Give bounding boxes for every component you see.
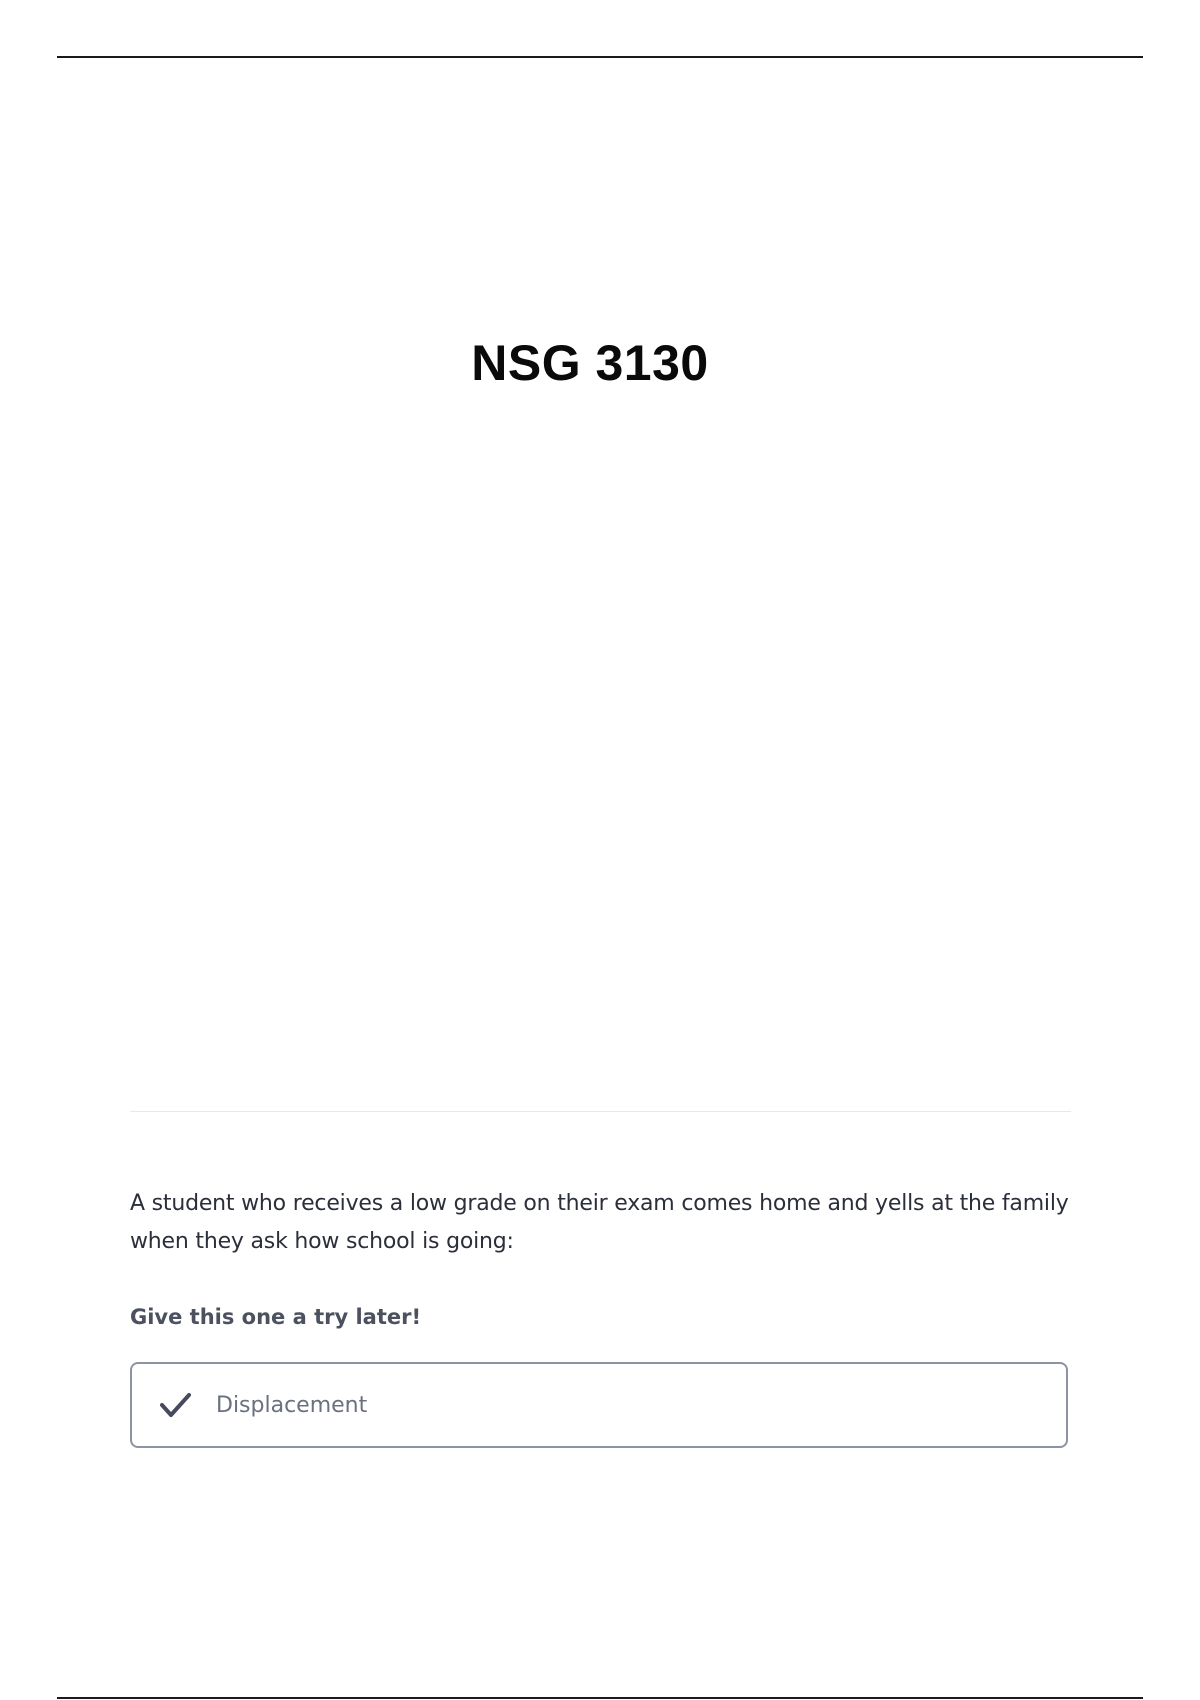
answer-option[interactable] [130, 1362, 1068, 1448]
check-icon [158, 1388, 192, 1422]
document-title: NSG 3130 [471, 335, 709, 391]
section-divider [130, 1111, 1071, 1112]
top-rule [57, 56, 1143, 58]
answer-label: Displacement [216, 1392, 368, 1418]
question-text: A student who receives a low grade on their exam comes home and yells at the family when they ask how school is going: [130, 1191, 1069, 1254]
try-later-prompt: Give this one a try later! [130, 1305, 422, 1329]
bottom-rule [57, 1697, 1143, 1699]
